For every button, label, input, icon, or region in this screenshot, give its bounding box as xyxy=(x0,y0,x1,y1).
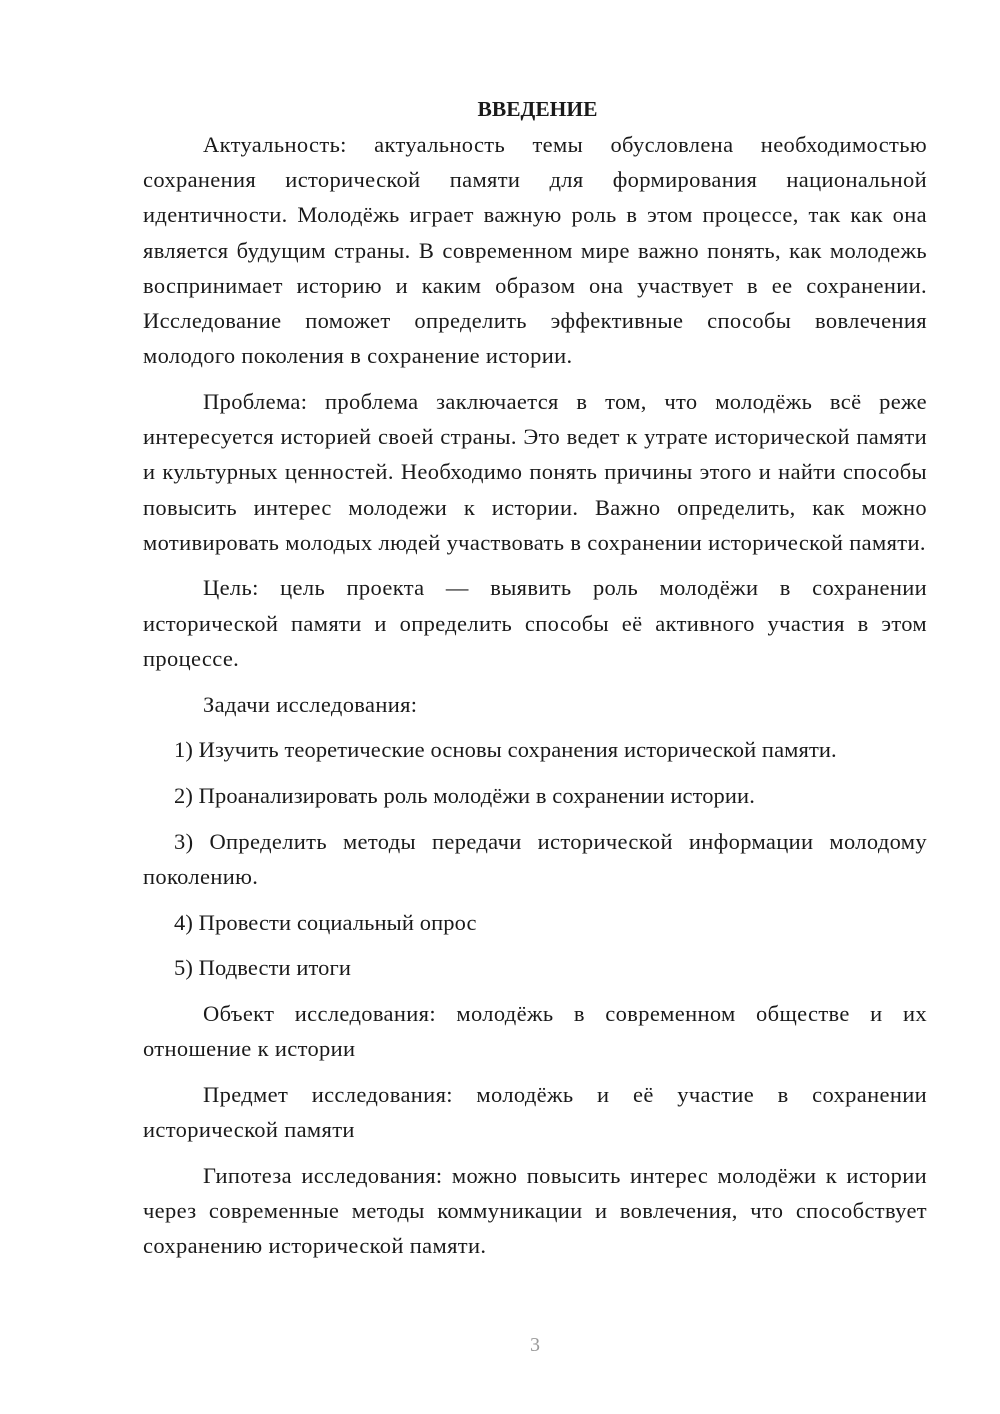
paragraph-hypothesis: Гипотеза исследования: можно повысить интерес молодёжи к истории через современные методы коммуникации и вовлечения, что способствует сохранению исторической памяти. xyxy=(143,1162,927,1259)
paragraph-relevance: Актуальность: актуальность темы обусловлена необходимостью сохранения исторической памяти для формирования национальной идентичности. Молодёжь играет важную роль в этом процессе, так как она является будущим страны. В современном мире важно понять, как молодежь воспринимает историю и каким образом она участвует в ее сохранении. Исследование поможет определить эффективные способы вовлечения молодого поколения в сохранение истории. xyxy=(143,132,927,369)
paragraph-problem: Проблема: проблема заключается в том, что молодёжь всё реже интересуется историей своей страны. Это ведет к утрате исторической памяти и культурных ценностей. Необходимо понять причины этого и найти способы повысить интерес молодежи к истории. Важно определить, как можно мотивировать молодых людей участвовать в сохранении исторической памяти. xyxy=(143,388,927,555)
paragraph-subject: Предмет исследования: молодёжь и её участие в сохранении исторической памяти xyxy=(143,1081,927,1143)
task-item: 5) Подвести итоги xyxy=(174,955,351,981)
paragraph-object: Объект исследования: молодёжь в современном обществе и их отношение к истории xyxy=(143,1000,927,1062)
task-item: 3) Определить методы передачи исторической информации молодому поколению. xyxy=(143,828,927,889)
task-item: 1) Изучить теоретические основы сохранения исторической памяти. xyxy=(174,737,837,763)
tasks-heading: Задачи исследования: xyxy=(203,691,418,717)
task-item: 4) Провести социальный опрос xyxy=(174,909,477,935)
paragraph-goal: Цель: цель проекта — выявить роль молодёжи в сохранении исторической памяти и определить способы её активного участия в этом процессе. xyxy=(143,575,927,671)
task-item: 2) Проанализировать роль молодёжи в сохранении истории. xyxy=(174,782,755,808)
page-number: 3 xyxy=(530,1334,540,1356)
document-page xyxy=(143,92,927,1263)
page-title: ВВЕДЕНИЕ xyxy=(477,97,598,121)
